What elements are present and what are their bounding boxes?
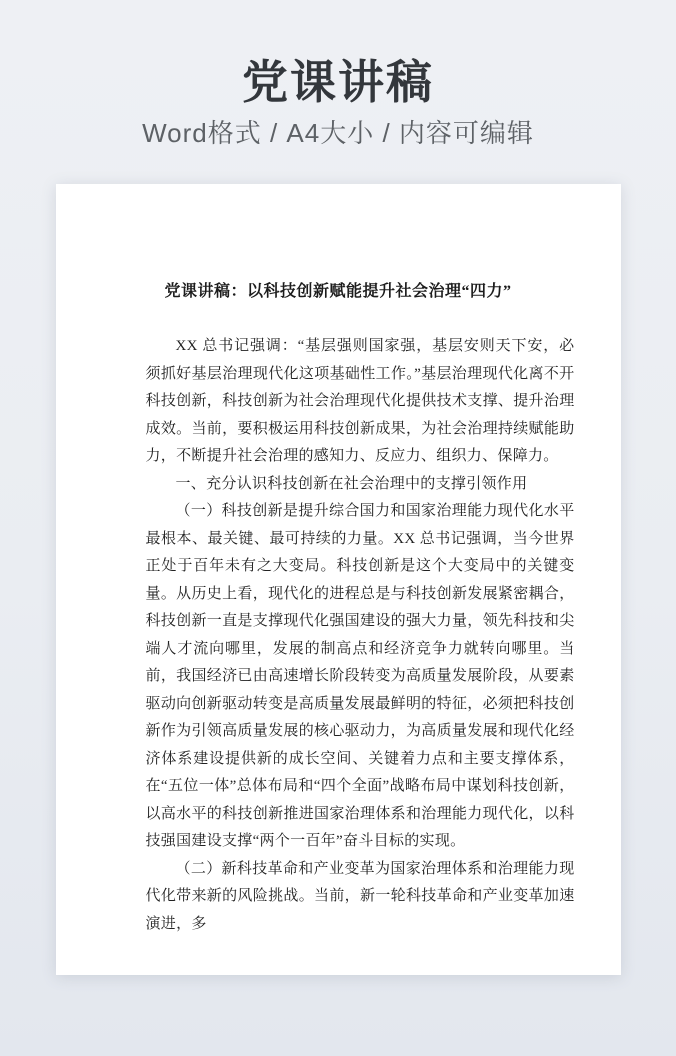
document-section-heading: 一、充分认识科技创新在社会治理中的支撑引领作用: [175, 475, 528, 492]
document-page-preview: [56, 184, 621, 975]
document-paragraph: （一）科技创新是提升综合国力和国家治理能力现代化水平最根本、最关键、最可持续的力量。XX 总书记强调，当今世界正处于百年未有之大变局。科技创新是这个大变局中的关键变量。从历史上看，现代化的进程总是与科技创新发展紧密耦合，科技创新一直是支撑现代化强国建设的强大力量，领先科技和尖端人才流向哪里，发展的制高点和经济竞争力就转向哪里。当前，我国经济已由高速增长阶段转变为高质量发展阶段，从要素驱动向创新驱动转变是高质量发展最鲜明的特征，必须把科技创新作为引领高质量发展的核心驱动力，为高质量发展和现代化经济体系建设提供新的成长空间、关键着力点和主要支撑体系，在“五位一体”总体布局和“四个全面”战略布局中谋划科技创新，以高水平的科技创新推进国家治理体系和治理能力现代化，以科技强国建设支撑“两个一百年”奋斗目标的实现。: [145, 503, 575, 849]
promo-subtitle: Word格式 / A4大小 / 内容可编辑: [142, 118, 534, 148]
promo-header: [0, 0, 676, 148]
document-paragraph: XX 总书记强调：“基层强则国家强，基层安则天下安，必须抓好基层治理现代化这项基础性工作。”基层治理现代化离不开科技创新，科技创新为社会治理现代化提供技术支撑、提升治理成效。当前，要积极运用科技创新成果，为社会治理持续赋能助力，不断提升社会治理的感知力、反应力、组织力、保障力。: [145, 338, 575, 464]
document-title: 党课讲稿：以科技创新赋能提升社会治理“四力”: [164, 283, 512, 300]
promo-title: 党课讲稿: [242, 56, 434, 108]
document-body: [56, 333, 621, 938]
document-paragraph: （二）新科技革命和产业变革为国家治理体系和治理能力现代化带来新的风险挑战。当前，新一轮科技革命和产业变革加速演进，多: [145, 860, 575, 932]
